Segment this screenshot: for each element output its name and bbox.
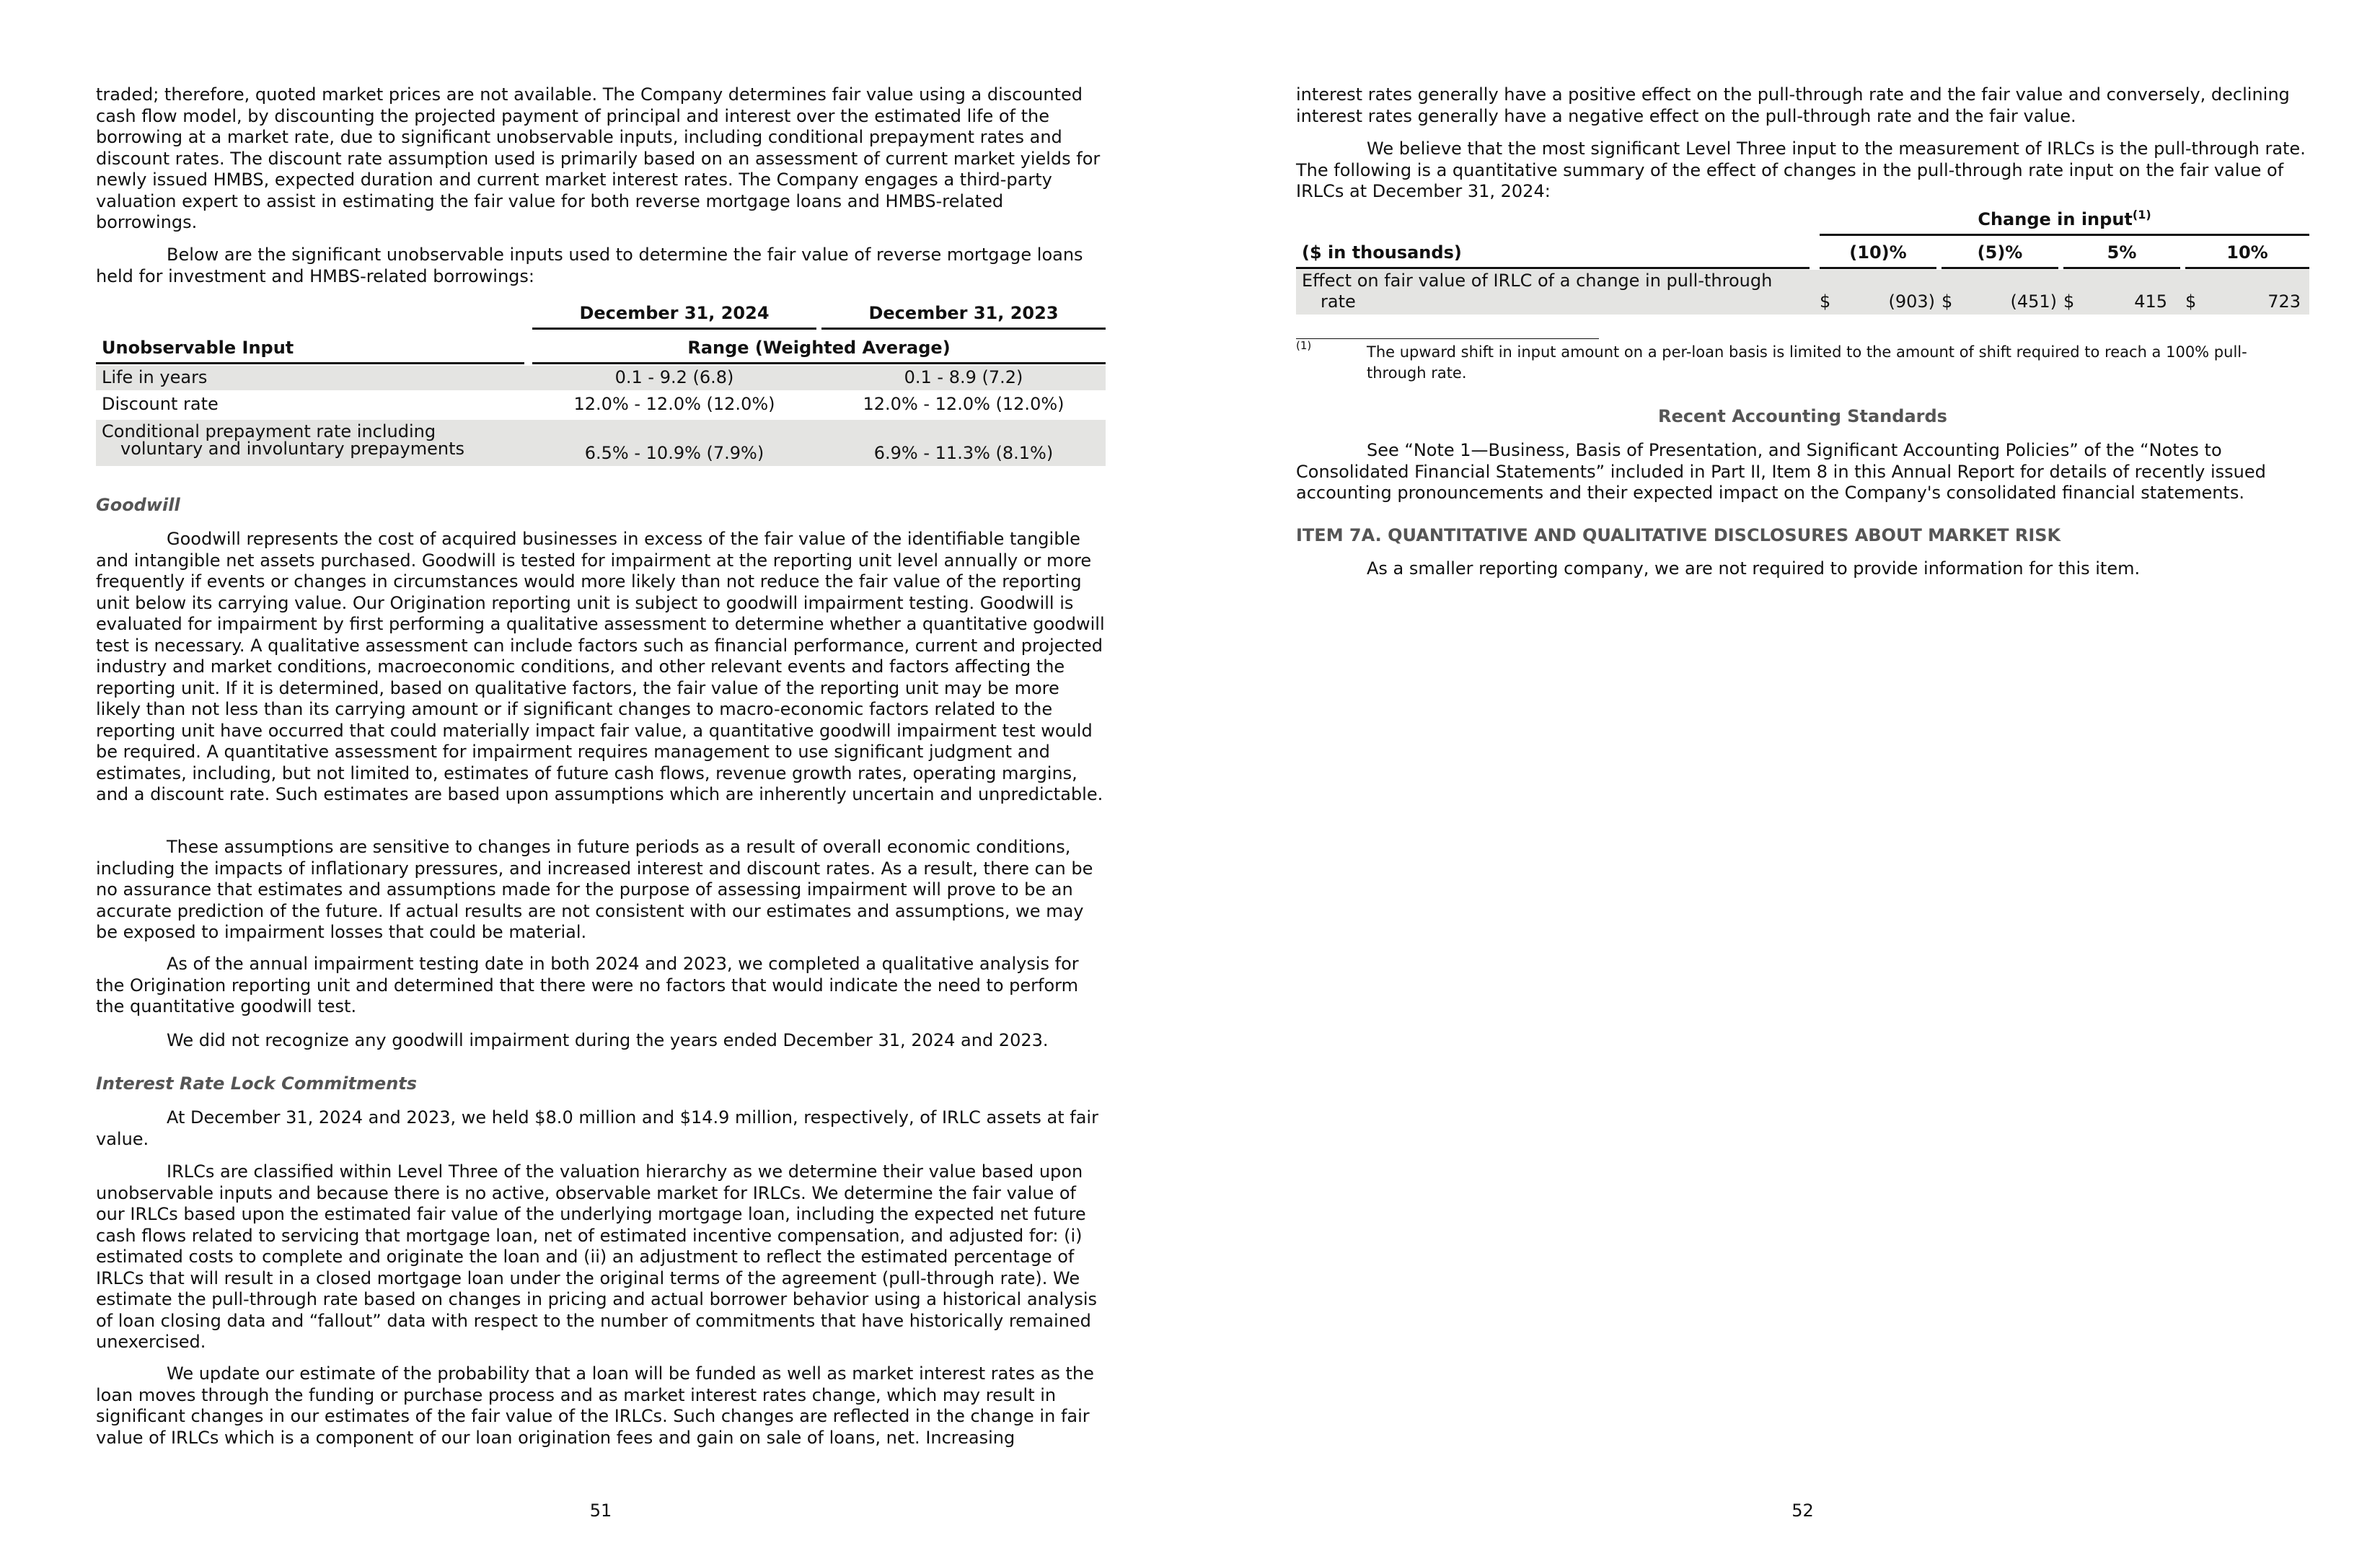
row-label-line1: Effect on fair value of IRLC of a change in pull-through bbox=[1302, 271, 1773, 291]
change-in-input-footnote-ref: (1) bbox=[2132, 208, 2151, 221]
underline-plus-5 bbox=[2063, 267, 2180, 269]
underline-input bbox=[96, 362, 524, 364]
table-row bbox=[96, 420, 1106, 466]
page-number: 51 bbox=[589, 1501, 612, 1521]
underline-dec-2023 bbox=[821, 328, 1106, 330]
left-page bbox=[96, 0, 1106, 1551]
currency-symbol: $ bbox=[1820, 291, 1831, 312]
page-number: 52 bbox=[1791, 1501, 1814, 1521]
value-plus-10: 723 bbox=[2267, 291, 2301, 312]
row-value-2024: 6.5% - 10.9% (7.9%) bbox=[584, 443, 764, 463]
item-7a-paragraph: As a smaller reporting company, we are not required to provide information for this item. bbox=[1367, 558, 2141, 579]
row-label-line2: voluntary and involuntary prepayments bbox=[120, 439, 464, 459]
row-value-2023: 0.1 - 8.9 (7.2) bbox=[904, 367, 1023, 387]
inputs-intro-paragraph: Below are the significant unobservable inputs used to determine the fair value of reverse mortgage loans held for investment and HMBS-related borrowings: bbox=[96, 245, 1083, 286]
underline-minus-10 bbox=[1820, 267, 1936, 269]
right-page bbox=[1296, 0, 2309, 1551]
underline-dec-2024 bbox=[532, 328, 816, 330]
goodwill-heading: Goodwill bbox=[96, 495, 180, 515]
irlc-paragraph-1: At December 31, 2024 and 2023, we held $8.0 million and $14.9 million, respectively, of IRLC assets at fair value. bbox=[96, 1107, 1098, 1149]
underline-minus-5 bbox=[1942, 267, 2058, 269]
goodwill-paragraph-3: As of the annual impairment testing date in both 2024 and 2023, we completed a qualitative analysis for the Origination reporting unit and determined that there were no factors that would indicate the need to perform the quantitative goodwill test. bbox=[96, 954, 1079, 1016]
row-value-2024: 12.0% - 12.0% (12.0%) bbox=[573, 394, 775, 414]
col-header-minus-10: (10)% bbox=[1849, 242, 1907, 263]
footnote-rule bbox=[1296, 338, 1599, 339]
change-in-input-label: Change in input bbox=[1978, 209, 2133, 229]
row-label: Life in years bbox=[102, 367, 208, 387]
underline-range bbox=[532, 362, 1106, 364]
col-header-plus-10: 10% bbox=[2226, 242, 2268, 263]
footnote-text: The upward shift in input amount on a per-loan basis is limited to the amount of shift required to reach a 100% pull-through rate. bbox=[1367, 343, 2247, 382]
pull-through-intro-paragraph: We believe that the most significant Level Three input to the measurement of IRLCs is the pull-through rate. The following is a quantitative summary of the effect of changes in the pull-through rate input on the fair value of IRLCs at December 31, 2024: bbox=[1296, 139, 2306, 201]
continuation-paragraph: interest rates generally have a positive effect on the pull-through rate and the fair value and conversely, declining interest rates generally have a negative effect on the pull-through rate and the fair value. bbox=[1296, 84, 2290, 126]
col-header-dec-2024: December 31, 2024 bbox=[579, 303, 770, 323]
row-value-2024: 0.1 - 9.2 (6.8) bbox=[614, 367, 734, 387]
change-in-input-underline bbox=[1820, 234, 2309, 236]
goodwill-paragraph-4: We did not recognize any goodwill impairment during the years ended December 31, 2024 and 2023. bbox=[167, 1030, 1049, 1050]
col-header-minus-5: (5)% bbox=[1977, 242, 2023, 263]
value-minus-5: (451) bbox=[2010, 291, 2057, 312]
recent-accounting-standards-title: Recent Accounting Standards bbox=[1658, 406, 1947, 426]
table-row bbox=[96, 392, 1106, 417]
row-label-line2: rate bbox=[1321, 291, 1356, 312]
underline-plus-10 bbox=[2185, 267, 2309, 269]
goodwill-paragraph-1: Goodwill represents the cost of acquired businesses in excess of the fair value of the identifiable tangible and intangible net assets purchased. Goodwill is tested for impairment at the reporting unit level annually or more frequently if events or changes in circumstances would more likely than not reduce the fair value of the reporting unit below its carrying value. Our Origination reporting unit is subject to goodwill impairment testing. Goodwill is evaluated for impairment by first performing a qualitative assessment to determine whether a quantitative goodwill test is necessary. A qualitative assessment can include factors such as financial performance, current and projected industry and market conditions, macroeconomic conditions, and other relevant events and factors affecting the reporting unit. If it is determined, based on qualitative factors, the fair value of the reporting unit may be more likely than not less than its carrying amount or if significant changes to macro-economic factors related to the reporting unit have occurred that could materially impact fair value, a quantitative goodwill impairment test would be required. A quantitative assessment for impairment requires management to use significant judgment and estimates, including, but not limited to, estimates of future cash flows, revenue growth rates, operating margins, and a discount rate. Such estimates are based upon assumptions which are inherently uncertain and unpredictable. bbox=[96, 529, 1105, 804]
change-in-input-header bbox=[1820, 209, 2309, 231]
col-header-plus-5: 5% bbox=[2107, 242, 2137, 263]
col-header-range: Range (Weighted Average) bbox=[687, 338, 951, 358]
currency-symbol: $ bbox=[2063, 291, 2075, 312]
value-minus-10: (903) bbox=[1888, 291, 1935, 312]
col-header-unobservable-input: Unobservable Input bbox=[102, 338, 294, 358]
goodwill-paragraph-2: These assumptions are sensitive to changes in future periods as a result of overall economic conditions, including the impacts of inflationary pressures, and increased interest and discount rates. As a result, there can be no assurance that estimates and assumptions made for the purpose of assessing impairment will prove to be an accurate prediction of the future. If actual results are not consistent with our estimates and assumptions, we may be exposed to impairment losses that could be material. bbox=[96, 837, 1093, 942]
currency-symbol: $ bbox=[2185, 291, 2197, 312]
table-row bbox=[1296, 270, 2309, 315]
row-value-2023: 12.0% - 12.0% (12.0%) bbox=[863, 394, 1065, 414]
currency-symbol: $ bbox=[1942, 291, 1953, 312]
irlc-paragraph-3: We update our estimate of the probability that a loan will be funded as well as market interest rates as the loan moves through the funding or purchase process and as market interest rates change, which may result in significant changes in our estimates of the fair value of the IRLCs. Such changes are reflected in the change in fair value of IRLCs which is a component of our loan origination fees and gain on sale of loans, net. Increasing bbox=[96, 1363, 1094, 1448]
row-label-line1: Conditional prepayment rate including bbox=[102, 421, 436, 441]
irlc-heading: Interest Rate Lock Commitments bbox=[96, 1073, 418, 1094]
row-value-2023: 6.9% - 11.3% (8.1%) bbox=[873, 443, 1054, 463]
item-7a-title: ITEM 7A. QUANTITATIVE AND QUALITATIVE DISCLOSURES ABOUT MARKET RISK bbox=[1296, 525, 2061, 545]
row-label: Discount rate bbox=[102, 394, 219, 414]
table-row bbox=[96, 366, 1106, 390]
underline-units bbox=[1296, 267, 1810, 269]
value-plus-5: 415 bbox=[2134, 291, 2167, 312]
col-header-dec-2023: December 31, 2023 bbox=[868, 303, 1059, 323]
irlc-paragraph-2: IRLCs are classified within Level Three of the valuation hierarchy as we determine their value based upon unobservable inputs and because there is no active, observable market for IRLCs. We determine the fair value of our IRLCs based upon the estimated fair value of the underlying mortgage loan, including the expected net future cash flows related to servicing that mortgage loan, net of estimated incentive compensation, and adjusted for: (i) estimated costs to complete and originate the loan and (ii) an adjustment to reflect the estimated percentage of IRLCs that will result in a closed mortgage loan under the original terms of the agreement (pull-through rate). We estimate the pull-through rate based on changes in pricing and actual borrower behavior using a historical analysis of loan closing data and “fallout” data with respect to the number of commitments that have historically remained unexercised. bbox=[96, 1161, 1098, 1352]
units-label: ($ in thousands) bbox=[1302, 242, 1462, 263]
intro-paragraph: traded; therefore, quoted market prices are not available. The Company determines fair value using a discounted cash flow model, by discounting the projected payment of principal and interest over the estimated life of the borrowing at a market rate, due to significant unobservable inputs, including conditional prepayment rates and discount rates. The discount rate assumption used is primarily based on an assessment of current market yields for newly issued HMBS, expected duration and current market interest rates. The Company engages a third-party valuation expert to assist in estimating the fair value for both reverse mortgage loans and HMBS-related borrowings. bbox=[96, 84, 1101, 232]
footnote-marker: (1) bbox=[1296, 339, 1312, 352]
recent-accounting-paragraph: See “Note 1—Business, Basis of Presentation, and Significant Accounting Policies” of the “Notes to Consolidated Financial Statements” included in Part II, Item 8 in this Annual Report for details of recently issued accounting pronouncements and their expected impact on the Company's consolidated financial statements. bbox=[1296, 440, 2266, 503]
